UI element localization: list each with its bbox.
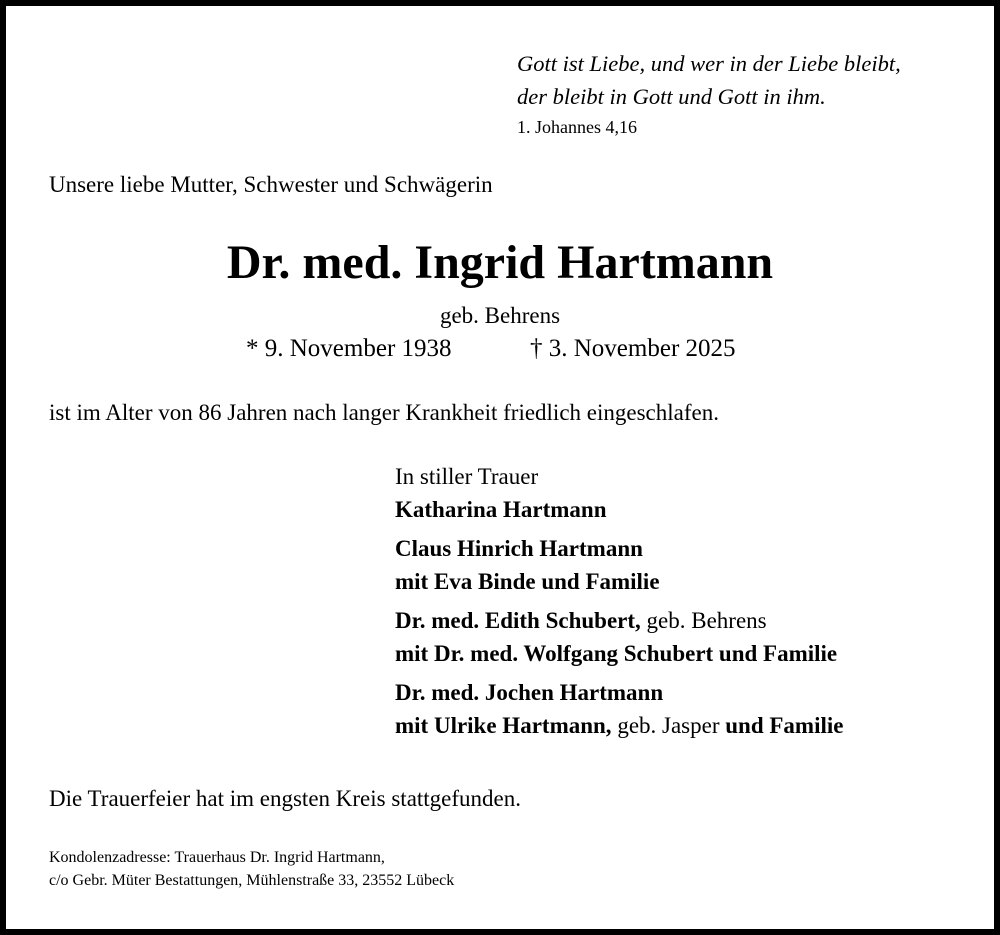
scripture-line: Gott ist Liebe, und wer in der Liebe bleibt, [517, 51, 901, 76]
mourner-name: Dr. med. Jochen Hartmann [395, 680, 664, 705]
birth-name: geb. Behrens [439, 303, 561, 328]
mourner-name: Katharina Hartmann [395, 497, 607, 522]
scripture-line: der bleibt in Gott und Gott in ihm. [517, 84, 826, 109]
mourner-family: mit Dr. med. Wolfgang Schubert und Familie [395, 641, 838, 666]
mourner-family-suffix: und Familie [725, 713, 844, 738]
condolence-address [49, 846, 454, 892]
address-line: Kondolenzadresse: Trauerhaus Dr. Ingrid Hartmann, [49, 849, 385, 866]
intro-text: Unsere liebe Mutter, Schwester und Schwägerin [49, 172, 493, 197]
death-date: † 3. November 2025 [530, 335, 736, 362]
mourner-family: mit Eva Binde und Familie [395, 569, 660, 594]
mourner-family [395, 709, 843, 742]
address-line: c/o Gebr. Müter Bestattungen, Mühlenstraße 33, 23552 Lübeck [49, 872, 455, 889]
mourner-birth-name: geb. Behrens [640, 608, 767, 633]
birth-date: * 9. November 1938 [246, 335, 452, 362]
passing-text: ist im Alter von 86 Jahren nach langer Krankheit friedlich eingeschlafen. [49, 400, 719, 425]
mourners-list [395, 460, 843, 742]
mourner-spouse: mit Ulrike Hartmann, [395, 713, 612, 738]
mourner-entry [395, 604, 843, 637]
scripture-quote [517, 47, 901, 113]
mourners-heading: In stiller Trauer [395, 464, 539, 489]
mourner-birth-name: geb. Jasper [611, 713, 726, 738]
mourner-name: Claus Hinrich Hartmann [395, 536, 643, 561]
mourner-name: Dr. med. Edith Schubert, [395, 608, 641, 633]
deceased-name: Dr. med. Ingrid Hartmann [226, 236, 774, 289]
ceremony-text: Die Trauerfeier hat im engsten Kreis stattgefunden. [49, 786, 522, 811]
scripture-reference: 1. Johannes 4,16 [517, 117, 637, 137]
